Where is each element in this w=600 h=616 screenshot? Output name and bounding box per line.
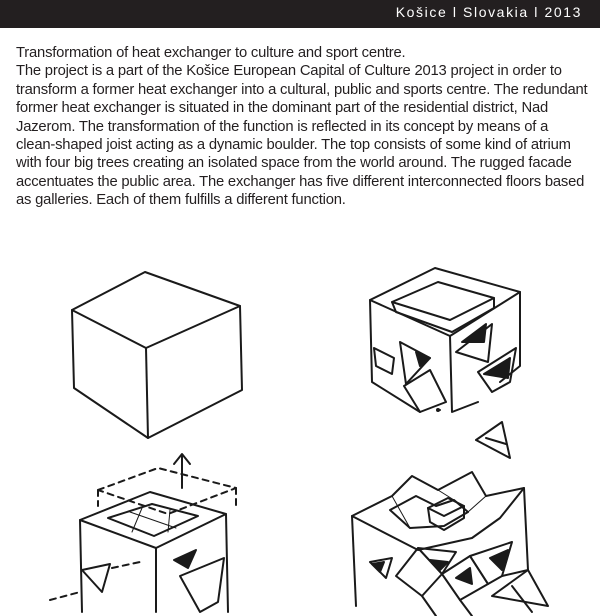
location-caption: Košice l Slovakia l 2013 [395, 4, 582, 20]
header-bar [0, 0, 600, 28]
dashed-lift-cube-sketch-icon [50, 452, 270, 612]
atrium-cube-with-shards-sketch-icon [360, 262, 540, 462]
description-body: The project is a part of the Košice European Capital of Culture 2013 project in order to transform a former heat exchanger into a cultural, public and sports centre. The redundant former heat exchanger is situated in the dominant part of the residential district, Nad Jazerom. The transformation of the function is reflected in its concept by means of a clean-shaped joist acting as a dynamic boulder. The top consists of some kind of atrium with four big trees creating an isolated space from the world around. The rugged facade accentuates the public area. The exchanger has five different interconnected floors based as galleries. Each of them fulfills a different function. [16, 63, 588, 209]
plain-cube-sketch-icon [60, 260, 260, 460]
description-title: Transformation of heat exchanger to culture and sport centre. [16, 45, 406, 61]
rugged-facade-cube-sketch-icon [352, 466, 592, 616]
project-description [16, 44, 588, 210]
